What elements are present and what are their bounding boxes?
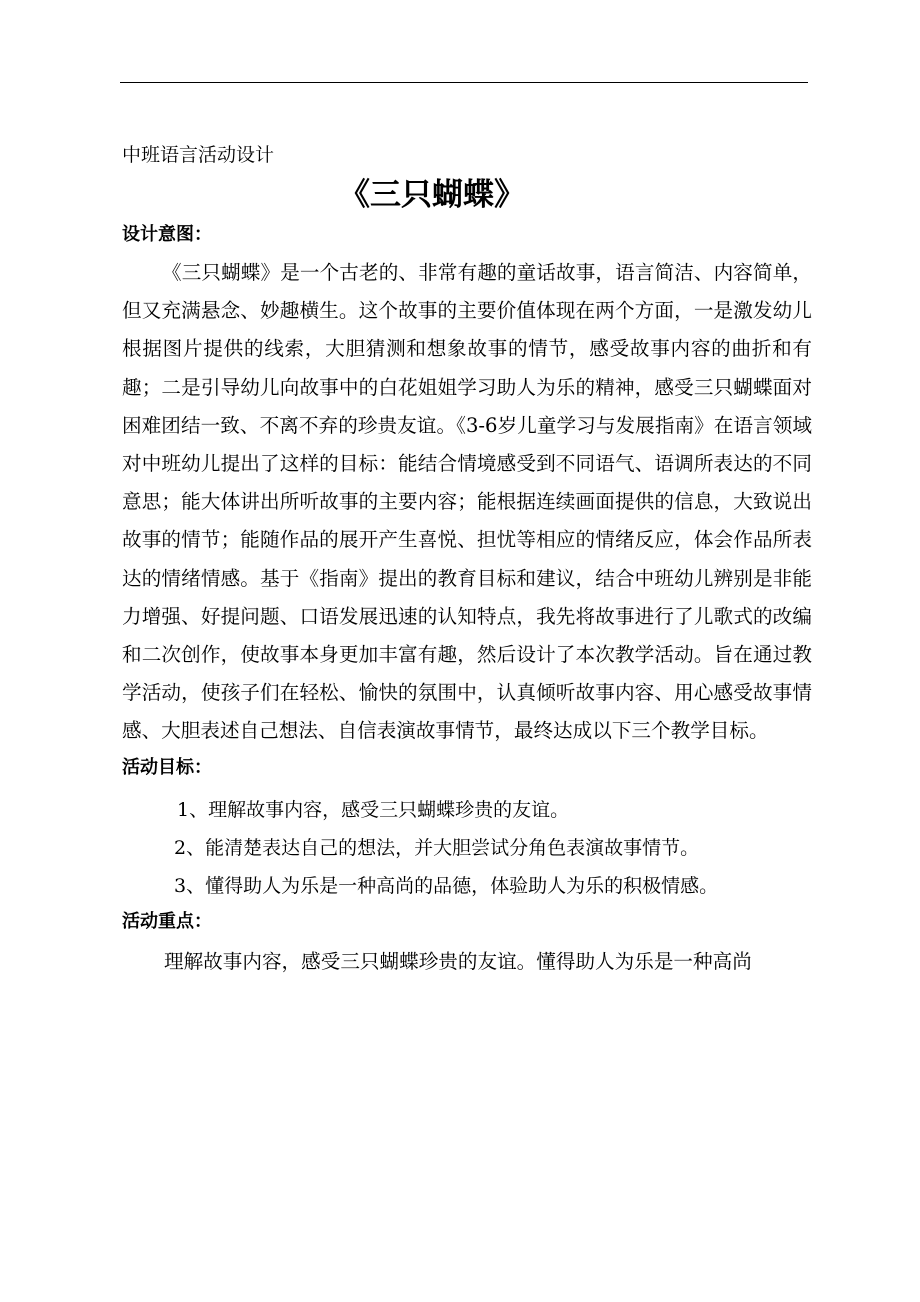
activity-goal-item: 3、懂得助人为乐是一种高尚的品德，体验助人为乐的积极情感。 — [174, 874, 719, 897]
document-body — [122, 140, 812, 981]
key-points-heading: 活动重点： — [122, 910, 212, 932]
key-points-paragraph: 理解故事内容，感受三只蝴蝶珍贵的友谊。懂得助人为乐是一种高尚 — [164, 949, 752, 973]
activity-goals-heading: 活动目标： — [122, 756, 212, 778]
design-intent-paragraph: 《三只蝴蝶》是一个古老的、非常有趣的童话故事，语言简洁、内容简单，但又充满悬念、妙趣横生。这个故事的主要价值体现在两个方面，一是激发幼儿根据图片提供的线索，大胆猜测和想象故事的情节，感受故事内容的曲折和有趣；二是引导幼儿向故事中的白花姐姐学习助人为乐的精神，感受三只蝴蝶面对困难团结一致、不离不弃的珍贵友谊。《3-6岁儿童学习与发展指南》在语言领域对中班幼儿提出了这样的目标：能结合情境感受到不同语气、语调所表达的不同意思；能大体讲出所听故事的主要内容；能根据连续画面提供的信息，大致说出故事的情节；能随作品的展开产生喜悦、担忧等相应的情绪反应，体会作品所表达的情绪情感。基于《指南》提出的教育目标和建议，结合中班幼儿辨别是非能力增强、好提问题、口语发展迅速的认知特点，我先将故事进行了儿歌式的改编和二次创作，使故事本身更加丰富有趣，然后设计了本次教学活动。旨在通过教学活动，使孩子们在轻松、愉快的氛围中，认真倾听故事内容、用心感受故事情感、大胆表述自己想法、自信表演故事情节，最终达成以下三个教学目标。 — [122, 261, 812, 743]
design-intent-heading: 设计意图： — [122, 224, 212, 245]
activity-goal-item: 1、理解故事内容，感受三只蝴蝶珍贵的友谊。 — [177, 798, 570, 821]
document-subtitle: 中班语言活动设计 — [122, 144, 275, 166]
header-rule — [120, 82, 808, 83]
activity-goal-item: 2、能清楚表达自己的想法，并大胆尝试分角色表演故事情节。 — [174, 836, 700, 859]
document-title: 《三只蝴蝶》 — [339, 177, 525, 213]
